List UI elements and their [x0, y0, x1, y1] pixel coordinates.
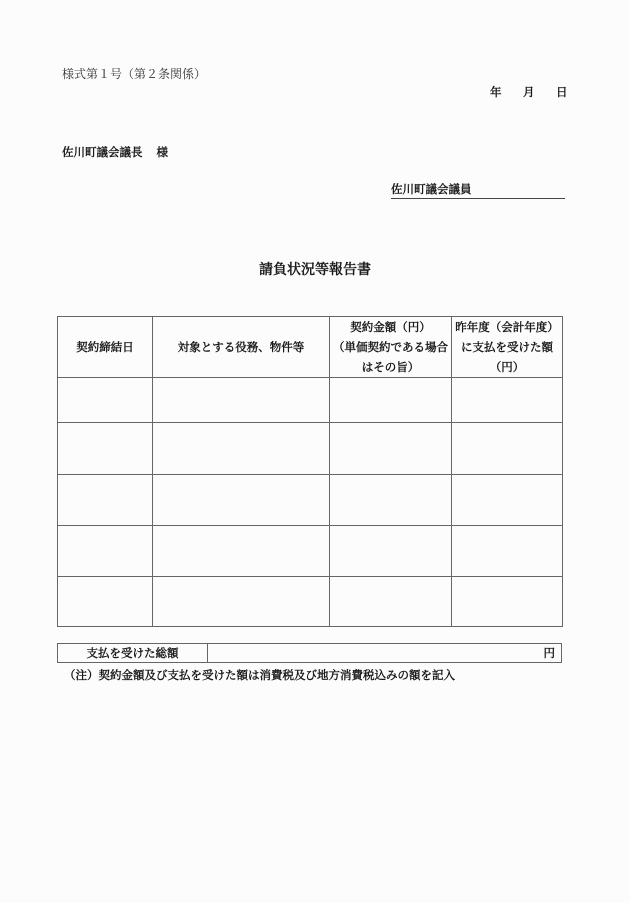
cell-subject[interactable]	[153, 423, 330, 475]
cell-contract-date[interactable]	[58, 475, 153, 526]
report-table	[57, 316, 563, 627]
cell-contract-amount[interactable]	[330, 423, 452, 475]
addressee-honorific: 様	[156, 145, 168, 159]
cell-contract-amount[interactable]	[330, 526, 452, 577]
table-row	[58, 423, 563, 475]
cell-contract-date[interactable]	[58, 526, 153, 577]
cell-amount-received[interactable]	[452, 526, 563, 577]
cell-contract-date[interactable]	[58, 378, 153, 423]
total-unit: 円	[543, 646, 555, 660]
cell-contract-date[interactable]	[58, 577, 153, 627]
cell-amount-received[interactable]	[452, 577, 563, 627]
footnote: （注）契約金額及び支払を受けた額は消費税及び地方消費税込みの額を記入	[64, 668, 455, 682]
cell-contract-amount[interactable]	[330, 378, 452, 423]
cell-contract-date[interactable]	[58, 423, 153, 475]
form-number: 様式第１号（第２条関係）	[62, 67, 207, 81]
header-subject: 対象とする役務、物件等	[153, 317, 330, 378]
cell-contract-amount[interactable]	[330, 577, 452, 627]
cell-amount-received[interactable]	[452, 423, 563, 475]
total-label: 支払を受けた総額	[58, 644, 208, 663]
table-row	[58, 526, 563, 577]
total-row	[58, 644, 562, 663]
cell-amount-received[interactable]	[452, 475, 563, 526]
cell-subject[interactable]	[153, 378, 330, 423]
cell-subject[interactable]	[153, 577, 330, 627]
sender-field[interactable]	[391, 181, 565, 199]
cell-contract-amount[interactable]	[330, 475, 452, 526]
addressee	[62, 144, 168, 160]
date-month-label: 月	[523, 85, 535, 99]
total-value-field[interactable]	[208, 644, 562, 663]
cell-amount-received[interactable]	[452, 378, 563, 423]
addressee-name: 佐川町議会議長	[62, 145, 143, 159]
header-contract-amount: 契約金額（円） （単価契約である場合 はその旨）	[330, 317, 452, 378]
date-year-label: 年	[490, 85, 502, 99]
document-title: 請負状況等報告書	[259, 262, 371, 278]
date-day-label: 日	[556, 85, 568, 99]
total-table	[57, 643, 562, 663]
table-row	[58, 475, 563, 526]
table-row	[58, 378, 563, 423]
cell-subject[interactable]	[153, 526, 330, 577]
header-amount-received: 昨年度（会計年度） に支払を受けた額 （円）	[452, 317, 563, 378]
table-row	[58, 577, 563, 627]
table-header-row	[58, 317, 563, 378]
sender-label: 佐川町議会議員	[391, 182, 472, 196]
header-contract-date: 契約締結日	[58, 317, 153, 378]
cell-subject[interactable]	[153, 475, 330, 526]
